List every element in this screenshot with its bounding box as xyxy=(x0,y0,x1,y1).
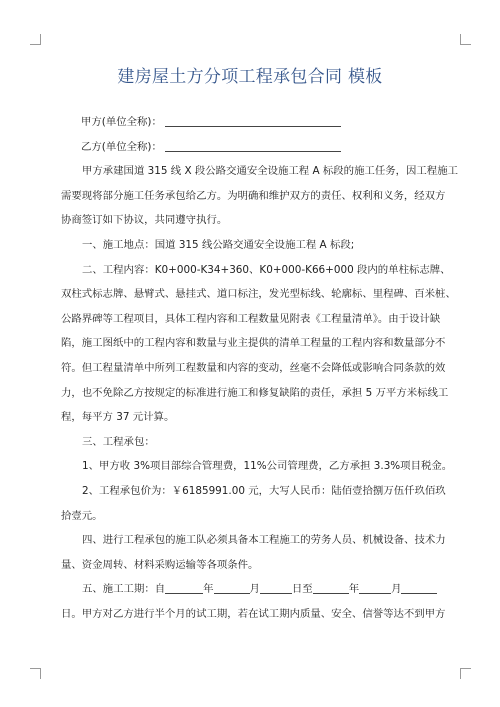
party-a-label: 甲方(单位全称)： xyxy=(81,116,162,128)
end-year-label: 年 xyxy=(348,583,360,596)
crop-mark-bottom-right xyxy=(460,668,471,679)
party-b-line xyxy=(61,135,445,160)
item-3-paragraph xyxy=(61,430,445,455)
text-line: 二、工程内容：K0+000-K34+360、K0+000-K66+000 段内的单柱标志牌、 xyxy=(82,263,451,276)
start-month-blank xyxy=(214,580,250,594)
day-to-label: 日至 xyxy=(291,583,313,596)
start-year-blank xyxy=(165,580,203,594)
document-body xyxy=(61,110,458,626)
item-3-1-paragraph xyxy=(61,454,453,479)
crop-mark-top-left xyxy=(30,34,41,45)
party-b-label: 乙方(单位全称)： xyxy=(81,140,162,153)
crop-mark-bottom-left xyxy=(30,668,41,679)
text-line: 1、甲方收 3%项目部综合管理费，11%公司管理费，乙方承担 3.3%项目税金。 xyxy=(82,460,453,473)
schedule-lead: 五、施工工期：自 xyxy=(82,583,166,596)
party-a-blank xyxy=(165,113,341,127)
text-line: 双柱式标志牌、悬臂式、悬挂式、道口标注，发光型标线、轮廓标、里程碑、百米桩、 xyxy=(61,288,456,301)
start-year-label: 年 xyxy=(203,583,214,596)
item-4-paragraph xyxy=(61,528,445,577)
text-line: 协商签订如下协议，共同遵守执行。 xyxy=(61,214,228,227)
end-year-blank xyxy=(313,580,349,594)
start-month-label: 月 xyxy=(249,583,260,596)
crop-mark-top-right xyxy=(460,34,471,45)
item-1-paragraph xyxy=(61,233,445,258)
end-month-label: 月 xyxy=(391,583,402,596)
start-day-blank xyxy=(260,580,292,594)
end-month-blank xyxy=(359,580,391,594)
text-line: 拾壹元。 xyxy=(61,509,103,522)
text-line: 力，也不免除乙方按规定的标准进行施工和修复缺陷的责任，承担 5 万平方米标线工 xyxy=(61,386,449,399)
item-5-paragraph xyxy=(61,577,445,626)
party-b-blank xyxy=(165,138,341,152)
schedule-line xyxy=(61,577,445,602)
text-line: 四、进行工程承包的施工队必须具备本工程施工的劳务人员、机械设备、技术力 xyxy=(82,534,446,547)
text-line: 甲方承建国道 315 线 X 段公路交通安全设施工程 A 标段的施工任务，因工程施工 xyxy=(82,165,458,178)
document-title: 建房屋土方分项工程承包合同 模板 xyxy=(117,67,383,87)
text-line: 需要现将部分施工任务承包给乙方。为明确和维护双方的责任、权利和义务，经双方 xyxy=(61,189,446,202)
text-line: 2、工程承包价为：￥6185991.00 元，大写人民币：陆佰壹拾捌万伍仟玖佰玖 xyxy=(82,484,446,497)
text-line: 陷，施工图纸中的工程内容和数量与业主提供的清单工程量的工程内容和数量部分不 xyxy=(61,337,446,350)
end-day-blank xyxy=(401,580,437,594)
text-line: 一、施工地点：国道 315 线公路交通安全设施工程 A 标段; xyxy=(82,238,355,251)
item-3-2-paragraph xyxy=(61,479,445,528)
intro-paragraph xyxy=(61,159,458,233)
text-line: 公路界碑等工程项目，具体工程内容和工程数量见附表《工程量清单》。由于设计缺 xyxy=(61,312,441,325)
text-line: 三、工程承包： xyxy=(82,435,155,448)
text-line: 日。甲方对乙方进行半个月的试工期，若在试工期内质量、安全、信誉等达不到甲方 xyxy=(61,607,446,620)
text-line: 符。但工程量清单中所列工程数量和内容的变动，丝毫不会降低或影响合同条款的效 xyxy=(61,361,446,374)
party-a-line xyxy=(61,110,445,135)
text-line: 量、资金周转、材料采购运输等各项条件。 xyxy=(61,558,259,571)
item-2-paragraph xyxy=(61,258,456,430)
text-line: 程，每平方 37 元计算。 xyxy=(61,411,175,424)
